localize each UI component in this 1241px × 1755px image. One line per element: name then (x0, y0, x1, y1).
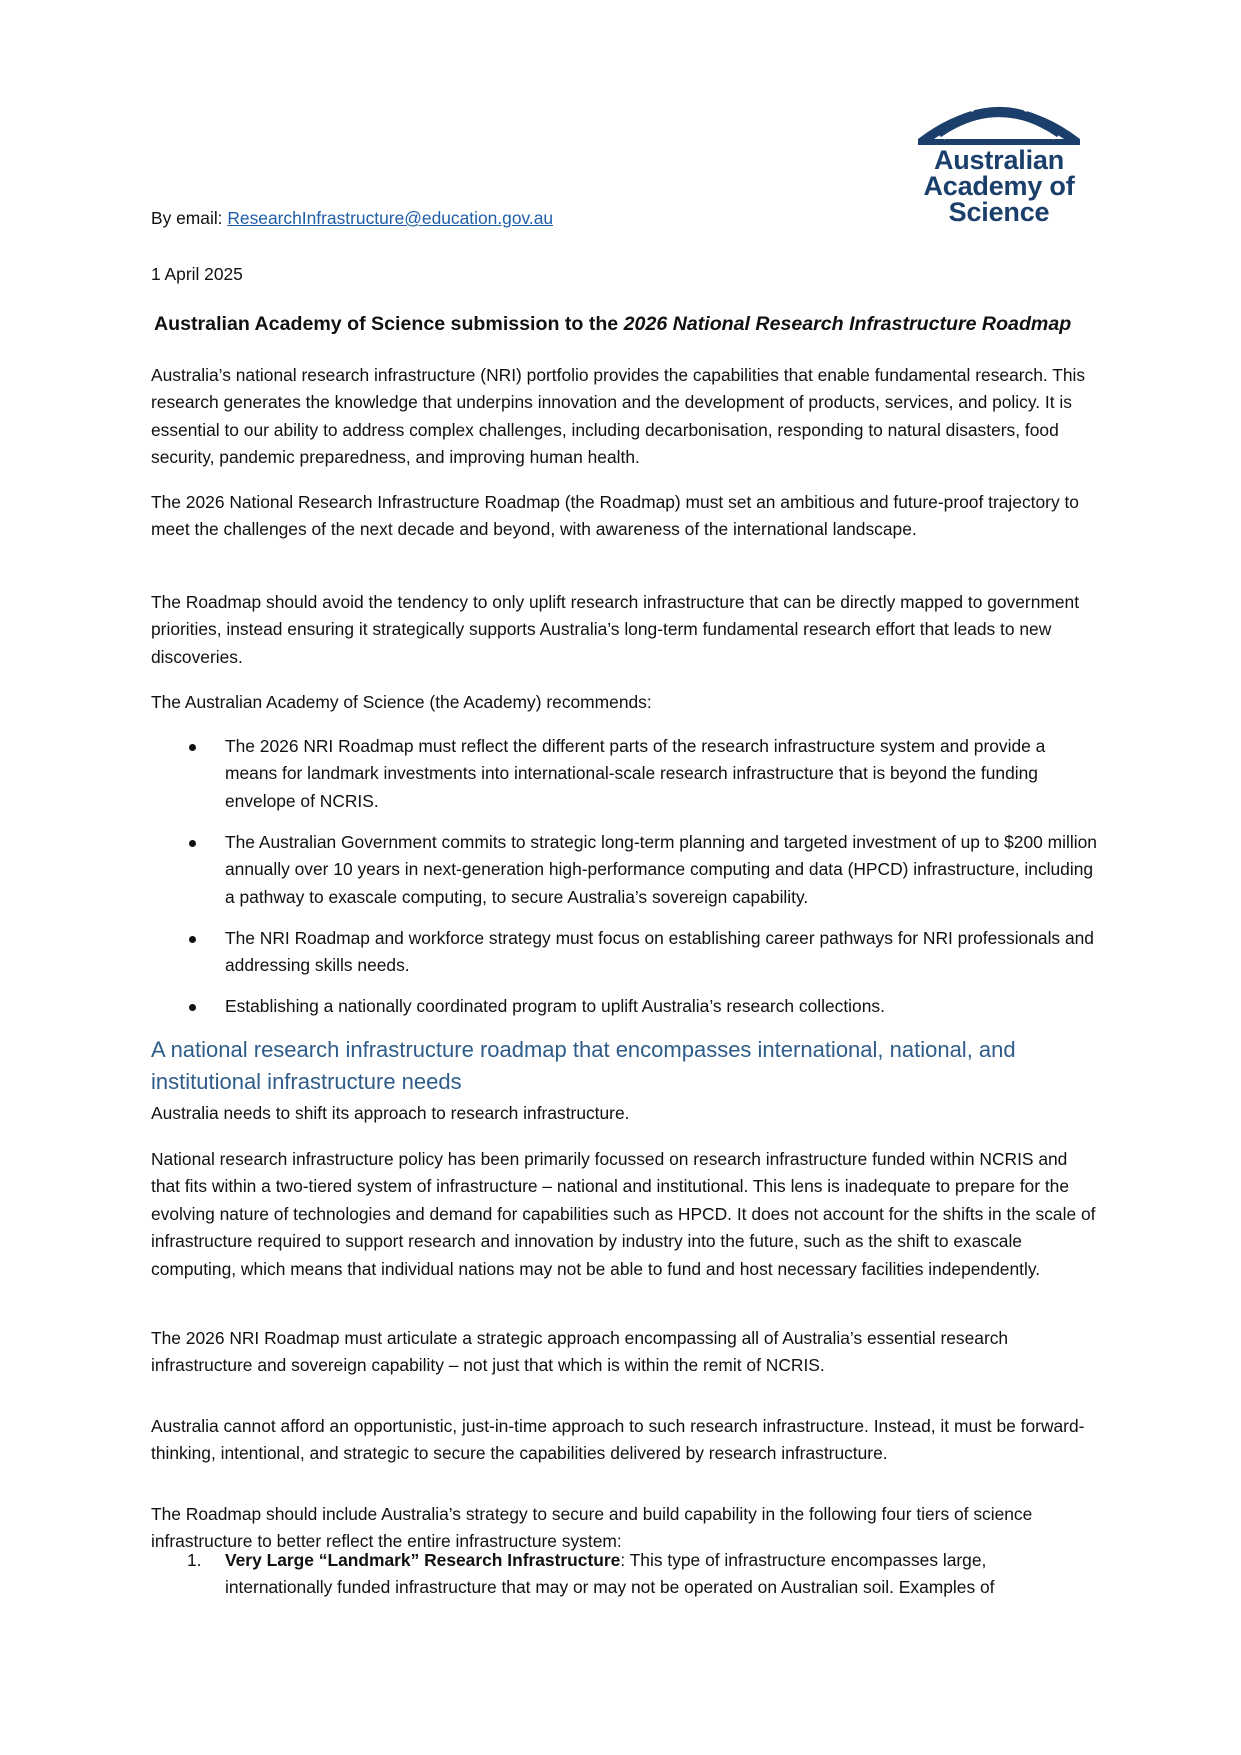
logo-wordmark (914, 147, 1084, 225)
bullet-icon (189, 840, 196, 847)
list-item (151, 1547, 1097, 1602)
section-heading: A national research infrastructure roadmap that encompasses international, national, and institutional infrastructure needs (151, 1037, 1016, 1094)
intro-paragraph-1: Australia’s national research infrastructure (NRI) portfolio provides the capabilities that enable fundamental research. This research generates the knowledge that underpins innovation and the development of products, services, and policy. It is essential to our ability to address complex challenges, including decarbonisation, responding to natural disasters, food security, pandemic preparedness, and improving human health. (151, 365, 1086, 468)
title-plain: Australian Academy of Science submission to the (154, 313, 624, 335)
list-item (151, 925, 1097, 993)
bullet-icon (189, 1004, 196, 1011)
email-link[interactable]: ResearchInfrastructure@education.gov.au (227, 208, 554, 228)
bullet-icon (189, 936, 196, 943)
dome-icon (914, 91, 1084, 149)
academy-logo (914, 91, 1084, 231)
section-paragraph-1: Australia needs to shift its approach to research infrastructure. (151, 1103, 630, 1123)
list-number: 1. (187, 1550, 202, 1570)
tiers-list (151, 1547, 1097, 1602)
email-prefix: By email: (151, 208, 228, 228)
email-line (151, 205, 553, 232)
intro-paragraph-3: The Roadmap should avoid the tendency to only uplift research infrastructure that can be directly mapped to government priorities, instead ensuring it strategically supports Australia’s long-term fundamental research effort that leads to new discoveries. (151, 592, 1080, 667)
list-item-text: Establishing a nationally coordinated program to uplift Australia’s research collections. (225, 996, 885, 1016)
bullet-icon (189, 744, 196, 751)
section-paragraph-3: The 2026 NRI Roadmap must articulate a strategic approach encompassing all of Australia’s essential research infrastructure and sovereign capability – not just that which is within the remit of NCRIS. (151, 1328, 1009, 1376)
list-item-text: The NRI Roadmap and workforce strategy must focus on establishing career pathways for NRI professionals and addressing skills needs. (225, 928, 1094, 976)
list-item-text: The Australian Government commits to strategic long-term planning and targeted investment of up to $200 million annually over 10 years in next-generation high-performance computing and data (HPCD) infrastructure, including a pathway to exascale computing, to secure Australia’s sovereign capability. (225, 832, 1097, 907)
intro-paragraph-2: The 2026 National Research Infrastructure Roadmap (the Roadmap) must set an ambitious and future-proof trajectory to meet the challenges of the next decade and beyond, with awareness of the international landscape. (151, 492, 1079, 540)
title-italic: 2026 National Research Infrastructure Roadmap (623, 313, 1072, 335)
list-item (151, 733, 1097, 829)
document-title (154, 311, 1100, 338)
section-paragraph-5: The Roadmap should include Australia’s strategy to secure and build capability in the following four tiers of science infrastructure to better reflect the entire infrastructure system: (151, 1504, 1033, 1552)
logo-line-2: Academy of (923, 171, 1075, 201)
list-item-text: The 2026 NRI Roadmap must reflect the different parts of the research infrastructure system and provide a means for landmark investments into international-scale research infrastructure that is beyond the funding envelope of NCRIS. (225, 736, 1046, 811)
section-paragraph-4: Australia cannot afford an opportunistic, just-in-time approach to such research infrastructure. Instead, it must be forward-thinking, intentional, and strategic to secure the capabilities delivered by research infrastructure. (151, 1416, 1085, 1464)
logo-line-1: Australian (933, 145, 1065, 175)
logo-line-3: Science (948, 197, 1050, 227)
tier-term: Very Large “Landmark” Research Infrastructure (225, 1550, 621, 1570)
tier-text: : This type of infrastructure encompasses large, internationally funded infrastructure that may or may not be operated on Australian soil. Examples of (225, 1550, 995, 1598)
letter-date: 1 April 2025 (151, 264, 243, 284)
intro-paragraph-4: The Australian Academy of Science (the Academy) recommends: (151, 692, 652, 712)
section-paragraph-2: National research infrastructure policy has been primarily focussed on research infrastructure funded within NCRIS and that fits within a two-tiered system of infrastructure – national and institutional. This lens is inadequate to prepare for the evolving nature of technologies and demand for capabilities such as HPCD. It does not account for the shifts in the scale of infrastructure required to support research and innovation by industry into the future, such as the shift to exascale computing, which means that individual nations may not be able to fund and host necessary facilities independently. (151, 1149, 1096, 1279)
recommendations-list (151, 733, 1097, 1020)
list-item (151, 829, 1097, 925)
list-item (151, 993, 1097, 1020)
